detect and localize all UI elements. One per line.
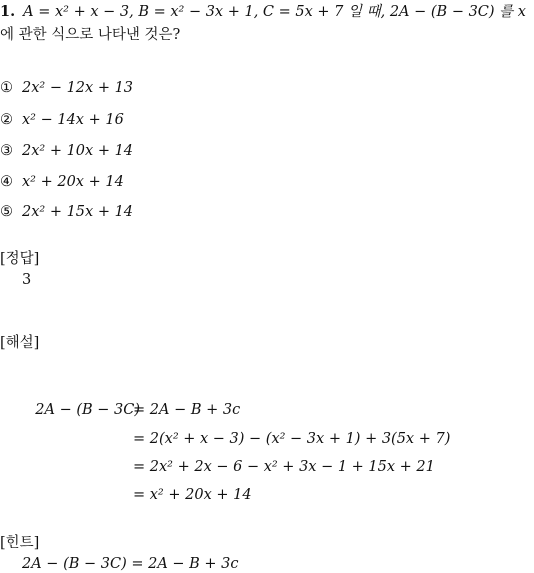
question-line-2: 에 관한 식으로 나타낸 것은? [0, 27, 181, 43]
solution-step-2: = 2(x² + x − 3) − (x² − 3x + 1) + 3(5x + 7) [133, 431, 451, 447]
solution-label: [해설] [0, 335, 40, 351]
solution-step-3: = 2x² + 2x − 6 − x² + 3x − 1 + 15x + 21 [133, 459, 435, 475]
choice-5-marker: ⑤ [0, 204, 13, 220]
choice-1-text: 2x² − 12x + 13 [22, 80, 134, 96]
choice-3[interactable] [0, 143, 133, 159]
hint-expression: 2A − (B − 3C) = 2A − B + 3c [22, 556, 239, 572]
hint-label: [힌트] [0, 535, 40, 551]
choice-2-text: x² − 14x + 16 [22, 112, 124, 128]
choice-2[interactable] [0, 112, 124, 128]
choice-5-text: 2x² + 15x + 14 [22, 204, 134, 220]
choice-1[interactable] [0, 80, 133, 96]
answer-value: 3 [22, 272, 32, 288]
choice-4-text: x² + 20x + 14 [22, 174, 124, 190]
choice-4-marker: ④ [0, 174, 13, 190]
answer-label: [정답] [0, 251, 40, 267]
solution-step-1: = 2A − B + 3c [133, 402, 241, 418]
choice-4[interactable] [0, 174, 124, 190]
question-text-line-1: A = x² + x − 3, B = x² − 3x + 1, C = 5x + 7 일 때, 2A − (B − 3C) 를 x [23, 4, 526, 20]
choice-3-text: 2x² + 10x + 14 [22, 143, 134, 159]
solution-lhs: 2A − (B − 3C) [35, 402, 140, 418]
solution-step-4: = x² + 20x + 14 [133, 487, 252, 503]
choice-3-marker: ③ [0, 143, 13, 159]
choice-2-marker: ② [0, 112, 13, 128]
question-line-1 [0, 0, 526, 21]
choice-1-marker: ① [0, 80, 13, 96]
choice-5[interactable] [0, 204, 133, 220]
question-number: 1. [0, 3, 16, 20]
